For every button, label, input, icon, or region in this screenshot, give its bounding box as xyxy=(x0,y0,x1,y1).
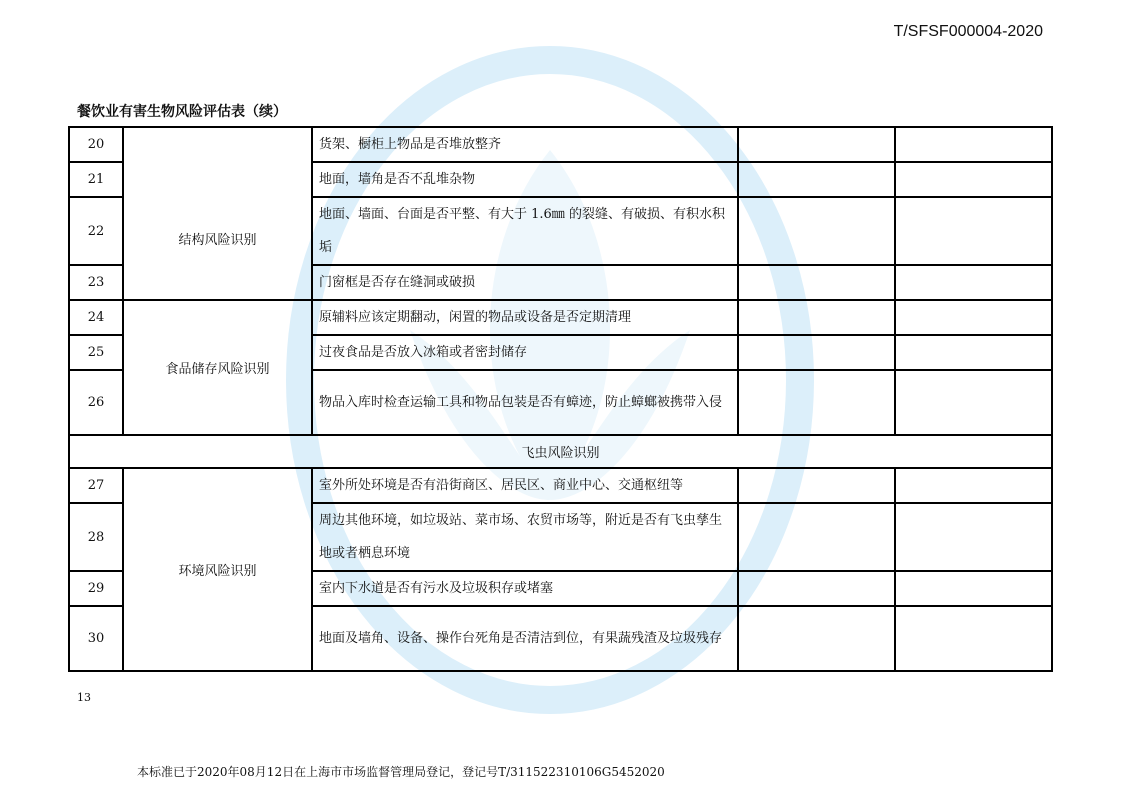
section-row xyxy=(69,435,1052,468)
remark-cell[interactable] xyxy=(895,503,1052,571)
remark-cell[interactable] xyxy=(895,197,1052,265)
risk-assessment-table xyxy=(68,126,1053,672)
category-cell xyxy=(123,468,312,671)
item-text: 室内下水道是否有污水及垃圾积存或堵塞 xyxy=(312,571,738,606)
remark-cell[interactable] xyxy=(895,300,1052,335)
result-cell[interactable] xyxy=(738,127,895,162)
row-number: 20 xyxy=(69,127,123,162)
table-row xyxy=(69,300,1052,335)
item-text: 货架、橱柜上物品是否堆放整齐 xyxy=(312,127,738,162)
row-number: 30 xyxy=(69,606,123,671)
row-number: 28 xyxy=(69,503,123,571)
document-number: T/SFSF000004-2020 xyxy=(893,23,1043,40)
row-number: 22 xyxy=(69,197,123,265)
item-text: 周边其他环境，如垃圾站、菜市场、农贸市场等，附近是否有飞虫孳生地或者栖息环境 xyxy=(312,503,738,571)
table-row xyxy=(69,468,1052,503)
registration-footer: 本标准已于2020年08月12日在上海市市场监督管理局登记，登记号T/31152231010​6G5452020 xyxy=(137,765,665,779)
result-cell[interactable] xyxy=(738,606,895,671)
row-number: 29 xyxy=(69,571,123,606)
item-text: 地面、墙面、台面是否平整、有大于 1.6㎜ 的裂缝、有破损、有积水积垢 xyxy=(312,197,738,265)
remark-cell[interactable] xyxy=(895,335,1052,370)
category-cell xyxy=(123,300,312,435)
result-cell[interactable] xyxy=(738,265,895,300)
remark-cell[interactable] xyxy=(895,468,1052,503)
item-text: 原辅料应该定期翻动，闲置的物品或设备是否定期清理 xyxy=(312,300,738,335)
remark-cell[interactable] xyxy=(895,162,1052,197)
result-cell[interactable] xyxy=(738,300,895,335)
item-text: 室外所处环境是否有沿街商区、居民区、商业中心、交通枢纽等 xyxy=(312,468,738,503)
category-label: 食品储存风险识别 xyxy=(165,362,270,377)
page-number: 13 xyxy=(77,691,91,704)
result-cell[interactable] xyxy=(738,370,895,435)
result-cell[interactable] xyxy=(738,197,895,265)
row-number: 21 xyxy=(69,162,123,197)
table-row xyxy=(69,127,1052,162)
result-cell[interactable] xyxy=(738,571,895,606)
item-text: 过夜食品是否放入冰箱或者密封储存 xyxy=(312,335,738,370)
item-text: 地面及墙角、设备、操作台死角是否清洁到位，有果蔬残渣及垃圾残存 xyxy=(312,606,738,671)
row-number: 25 xyxy=(69,335,123,370)
remark-cell[interactable] xyxy=(895,606,1052,671)
item-text: 门窗框是否存在缝洞或破损 xyxy=(312,265,738,300)
category-label: 结构风险识别 xyxy=(178,233,257,248)
remark-cell[interactable] xyxy=(895,370,1052,435)
result-cell[interactable] xyxy=(738,335,895,370)
result-cell[interactable] xyxy=(738,468,895,503)
row-number: 24 xyxy=(69,300,123,335)
remark-cell[interactable] xyxy=(895,127,1052,162)
category-cell xyxy=(123,127,312,300)
section-heading: 飞虫风险识别 xyxy=(69,435,1052,468)
item-text: 地面，墙角是否不乱堆杂物 xyxy=(312,162,738,197)
item-text: 物品入库时检查运输工具和物品包装是否有蟑迹，防止蟑螂被携带入侵 xyxy=(312,370,738,435)
row-number: 26 xyxy=(69,370,123,435)
row-number: 27 xyxy=(69,468,123,503)
table-title: 餐饮业有害生物风险评估表（续） xyxy=(77,104,287,120)
result-cell[interactable] xyxy=(738,162,895,197)
remark-cell[interactable] xyxy=(895,571,1052,606)
remark-cell[interactable] xyxy=(895,265,1052,300)
category-label: 环境风险识别 xyxy=(178,564,257,579)
row-number: 23 xyxy=(69,265,123,300)
result-cell[interactable] xyxy=(738,503,895,571)
